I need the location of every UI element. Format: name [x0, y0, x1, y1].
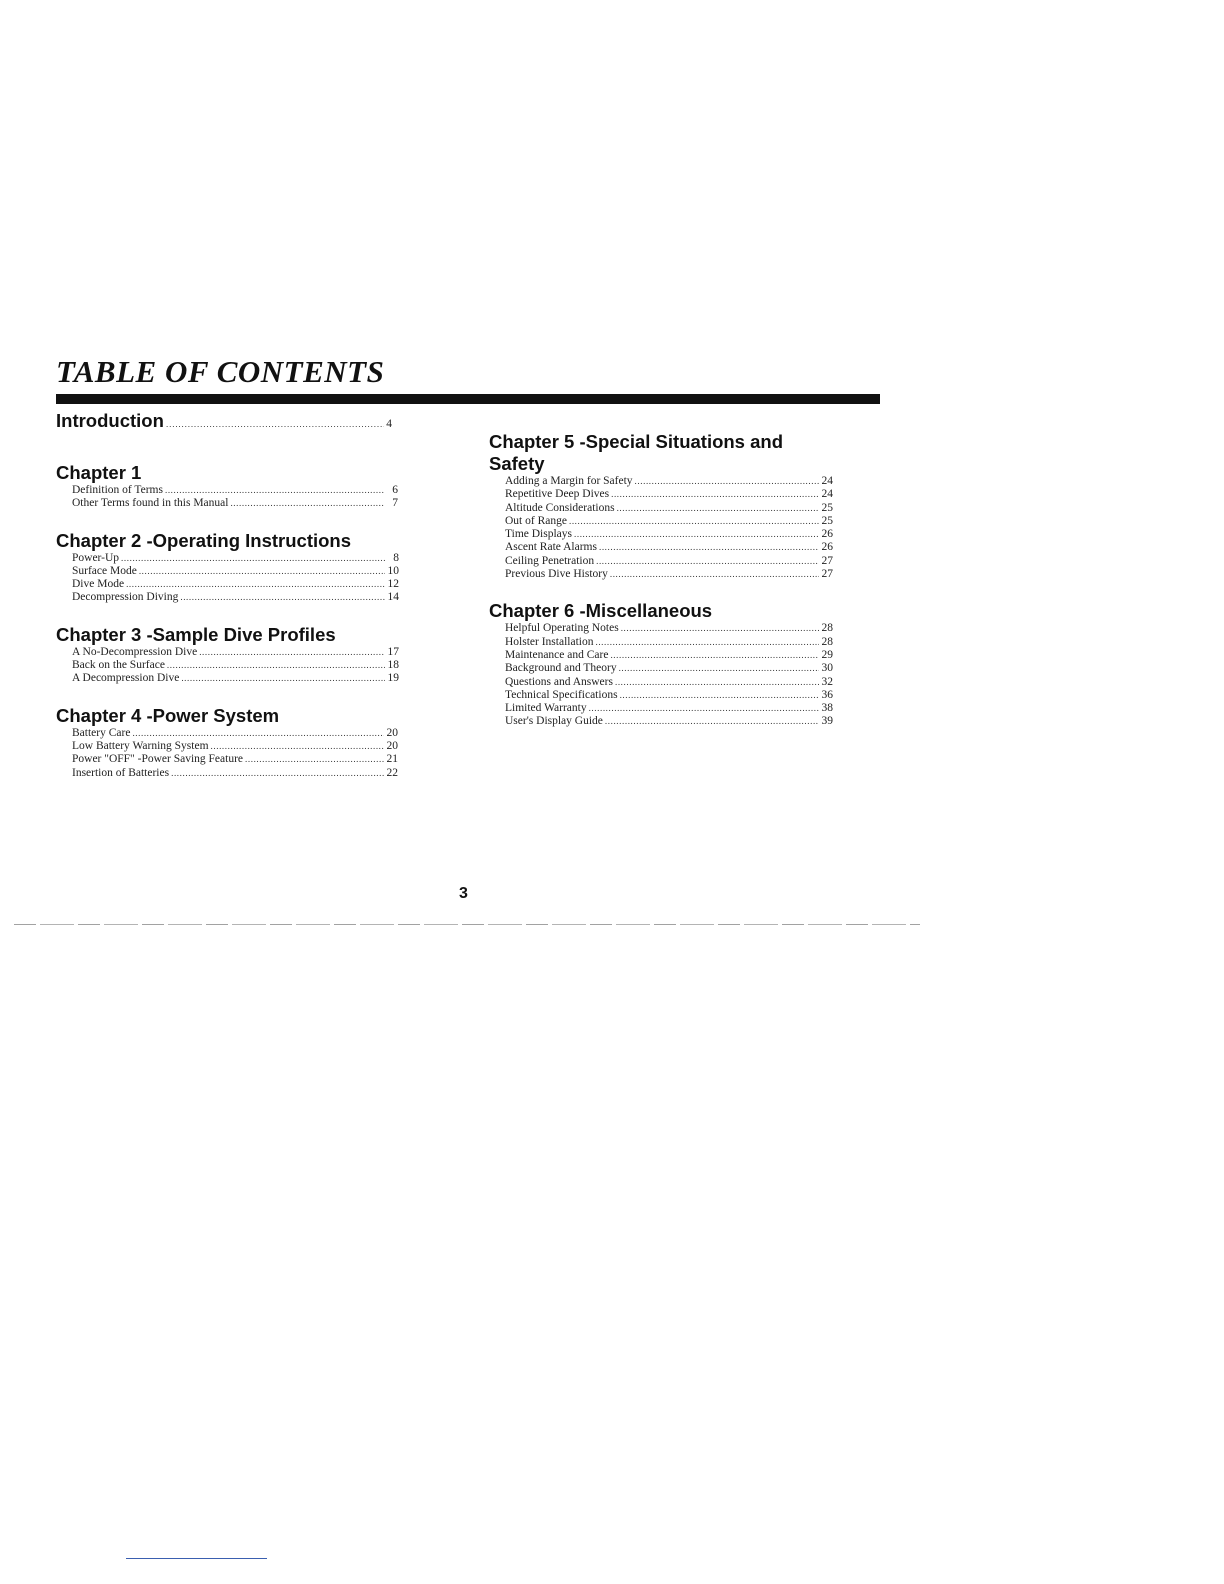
- dot-leader: [121, 552, 385, 565]
- toc-entry[interactable]: [505, 555, 833, 568]
- entry-page: 22: [386, 766, 398, 779]
- introduction-heading: Introduction: [56, 410, 164, 431]
- toc-entry[interactable]: [505, 689, 833, 702]
- toc-chapter-3: [56, 624, 399, 686]
- entry-page: 24: [821, 488, 833, 501]
- dot-leader: [199, 646, 385, 659]
- toc-entry[interactable]: [72, 578, 399, 591]
- entry-page: 8: [393, 551, 399, 564]
- toc-introduction[interactable]: [56, 410, 392, 432]
- toc-entry[interactable]: [72, 484, 398, 497]
- toc-chapter-5: [489, 431, 833, 581]
- toc-entry[interactable]: [505, 488, 833, 501]
- entry-page: 30: [821, 662, 833, 675]
- entry-label: Questions and Answers: [505, 675, 613, 688]
- dot-leader: [635, 475, 819, 488]
- dot-leader: [605, 715, 819, 728]
- entry-page: 28: [821, 622, 833, 635]
- entry-label: Power-Up: [72, 551, 120, 564]
- entry-page: 32: [821, 675, 833, 688]
- entry-list: [489, 622, 833, 728]
- title-rule: [56, 394, 880, 404]
- entry-label: User's Display Guide: [505, 715, 603, 728]
- entry-page: 19: [387, 672, 399, 685]
- entry-page: 25: [821, 501, 833, 514]
- toc-entry[interactable]: [72, 591, 399, 604]
- dot-leader: [569, 515, 819, 528]
- entry-label: A Decompression Dive: [72, 672, 180, 685]
- toc-entry[interactable]: [505, 676, 833, 689]
- dot-leader: [619, 662, 819, 675]
- dot-leader: [620, 689, 819, 702]
- dot-leader: [574, 528, 819, 541]
- entry-list: [56, 552, 399, 605]
- entry-page: 12: [387, 578, 399, 591]
- dot-leader: [611, 488, 819, 501]
- dot-leader: [610, 649, 819, 662]
- dot-leader: [181, 672, 385, 685]
- toc-entry[interactable]: [72, 552, 399, 565]
- entry-page: 18: [387, 659, 399, 672]
- dot-leader: [245, 753, 384, 766]
- toc-right-column: [489, 431, 839, 729]
- chapter-heading: Chapter 5 -Special Situations and Safety: [489, 431, 784, 474]
- toc-entry[interactable]: [505, 715, 833, 728]
- entry-label: Ceiling Penetration: [505, 554, 595, 567]
- toc-entry[interactable]: [72, 767, 398, 780]
- dot-leader: [171, 767, 384, 780]
- toc-entry[interactable]: [505, 528, 833, 541]
- toc-entry[interactable]: [505, 541, 833, 554]
- entry-label: Adding a Margin for Safety: [505, 475, 633, 487]
- toc-entry[interactable]: [72, 659, 399, 672]
- entry-label: Background and Theory: [505, 662, 617, 675]
- toc-entry[interactable]: [72, 497, 398, 510]
- toc-entry[interactable]: [505, 502, 833, 515]
- toc-entry[interactable]: [72, 753, 398, 766]
- toc-entry[interactable]: [505, 702, 833, 715]
- dot-leader: [165, 484, 384, 497]
- dot-leader: [621, 622, 819, 635]
- toc-entry[interactable]: [72, 672, 399, 685]
- entry-label: Other Terms found in this Manual: [72, 497, 229, 510]
- entry-label: Low Battery Warning System: [72, 739, 209, 752]
- dot-leader: [610, 568, 819, 581]
- toc-entry[interactable]: [505, 475, 833, 488]
- entry-page: 26: [821, 541, 833, 554]
- entry-page: 26: [821, 528, 833, 541]
- entry-label: Dive Mode: [72, 578, 125, 591]
- entry-label: Out of Range: [505, 514, 567, 527]
- entry-label: A No-Decompression Dive: [72, 645, 198, 658]
- entry-page: 7: [392, 497, 398, 510]
- entry-label: Limited Warranty: [505, 702, 587, 715]
- entry-label: Back on the Surface: [72, 659, 165, 672]
- toc-entry[interactable]: [72, 565, 399, 578]
- dot-leader: [599, 541, 819, 554]
- entry-list: [56, 646, 399, 686]
- toc-entry[interactable]: [505, 622, 833, 635]
- entry-page: 20: [386, 726, 398, 739]
- dot-leader: [180, 591, 385, 604]
- entry-label: Power "OFF" -Power Saving Feature: [72, 753, 244, 766]
- toc-entry[interactable]: [72, 727, 398, 740]
- dot-leader: [595, 636, 819, 649]
- entry-page: 25: [821, 514, 833, 527]
- entry-list: [489, 475, 833, 581]
- scan-artifact-line: [14, 924, 920, 925]
- dot-leader: [139, 565, 385, 578]
- chapter-heading: Chapter 3 -Sample Dive Profiles: [56, 623, 336, 645]
- entry-label: Technical Specifications: [505, 688, 618, 701]
- entry-page: 20: [386, 739, 398, 752]
- entry-page: 6: [392, 484, 398, 496]
- entry-page: 10: [387, 564, 399, 577]
- entry-page: 29: [821, 648, 833, 661]
- dot-leader: [167, 659, 385, 672]
- entry-label: Altitude Considerations: [505, 501, 615, 514]
- toc-left-column: [56, 410, 406, 780]
- bottom-rule: [126, 1558, 267, 1559]
- entry-label: Surface Mode: [72, 564, 137, 577]
- entry-label: Definition of Terms: [72, 484, 163, 496]
- dot-leader: [166, 419, 384, 429]
- toc-entry[interactable]: [505, 649, 833, 662]
- dot-leader: [211, 740, 384, 753]
- chapter-heading: Chapter 6 -Miscellaneous: [489, 600, 713, 622]
- entry-page: 24: [821, 475, 833, 487]
- dot-leader: [132, 727, 384, 740]
- toc-entry[interactable]: [505, 515, 833, 528]
- chapter-heading: Chapter 4 -Power System: [56, 704, 280, 726]
- entry-label: Ascent Rate Alarms: [505, 541, 597, 554]
- entry-label: Decompression Diving: [72, 591, 179, 604]
- entry-page: 17: [387, 645, 399, 658]
- toc-entry[interactable]: [72, 740, 398, 753]
- page-number: 3: [459, 885, 468, 902]
- toc-chapter-1: [56, 462, 398, 511]
- entry-label: Repetitive Deep Dives: [505, 488, 610, 501]
- entry-label: Insertion of Batteries: [72, 766, 170, 779]
- toc-entry[interactable]: [505, 636, 833, 649]
- entry-label: Helpful Operating Notes: [505, 622, 619, 635]
- entry-list: [56, 484, 398, 511]
- entry-page: 36: [821, 688, 833, 701]
- dot-leader: [589, 702, 819, 715]
- chapter-heading: Chapter 1: [56, 462, 142, 483]
- entry-label: Time Displays: [505, 528, 572, 541]
- page-title: TABLE OF CONTENTS: [56, 354, 385, 389]
- dot-leader: [615, 676, 819, 689]
- toc-entry[interactable]: [505, 662, 833, 675]
- entry-page: 14: [387, 591, 399, 604]
- toc-chapter-4: [56, 705, 398, 780]
- toc-chapter-2: [56, 530, 399, 605]
- introduction-page: 4: [386, 418, 392, 430]
- dot-leader: [617, 502, 819, 515]
- entry-page: 38: [821, 702, 833, 715]
- entry-label: Battery Care: [72, 726, 131, 739]
- entry-label: Holster Installation: [505, 635, 594, 648]
- entry-label: Maintenance and Care: [505, 648, 609, 661]
- dot-leader: [126, 578, 385, 591]
- entry-list: [56, 727, 398, 780]
- toc-entry[interactable]: [72, 646, 399, 659]
- chapter-heading: Chapter 2 -Operating Instructions: [56, 529, 352, 551]
- entry-page: 27: [821, 554, 833, 567]
- entry-page: 21: [386, 753, 398, 766]
- entry-page: 27: [821, 568, 833, 581]
- toc-chapter-6: [489, 600, 833, 728]
- dot-leader: [596, 555, 819, 568]
- dot-leader: [230, 497, 384, 510]
- entry-label: Previous Dive History: [505, 568, 608, 581]
- entry-page: 28: [821, 635, 833, 648]
- entry-page: 39: [821, 715, 833, 728]
- toc-entry[interactable]: [505, 568, 833, 581]
